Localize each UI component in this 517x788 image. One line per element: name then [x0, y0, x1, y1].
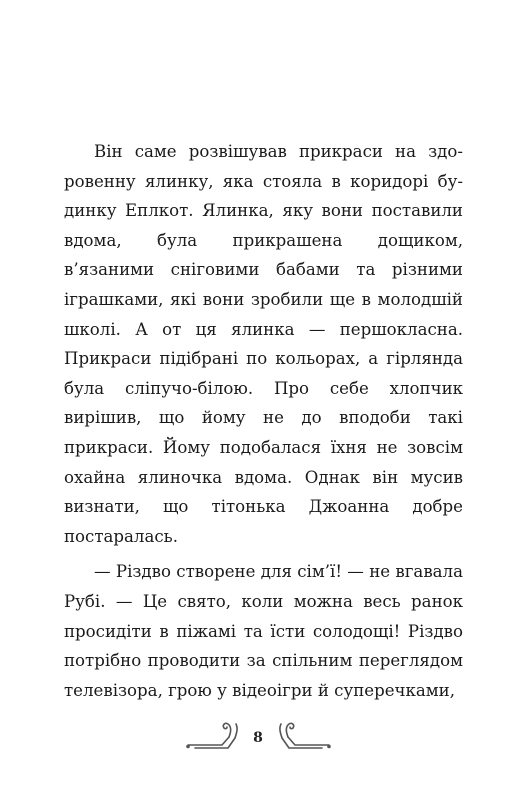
paragraph-2: — Різдво створене для сім’ї! — не вгавала Рубі. — Це свято, коли можна весь ранок просидіти в піжамі та їсти солодощі! Різдво потрібно проводити за спільним переглядом телевізора, грою у відеоігри й суперечками, — [64, 562, 463, 700]
paragraph-1: Він саме розвішував прикраси на здоровенну ялинку, яка стояла в коридорі будинку Еплкот. Ялинка, яку вони поставили вдома, була прикрашена дощиком, в’язаними сніговими бабами та різними іграшками, які вони зробили ще в молодшій школі. А от ця ялинка — першокласна. Прикраси підібрані по кольорах, а гірлянда була сліпучо-білою. Про себе хлопчик вирішив, що йому не до вподоби такі прикраси. Йому подобалася їхня не зовсім охайна ялиночка вдома. Однак він мусив визнати, що тітонька Джоанна добре постаралась. — [64, 142, 463, 546]
page-number: 8 — [253, 730, 263, 746]
page-footer — [0, 712, 517, 762]
page-body — [64, 137, 463, 705]
